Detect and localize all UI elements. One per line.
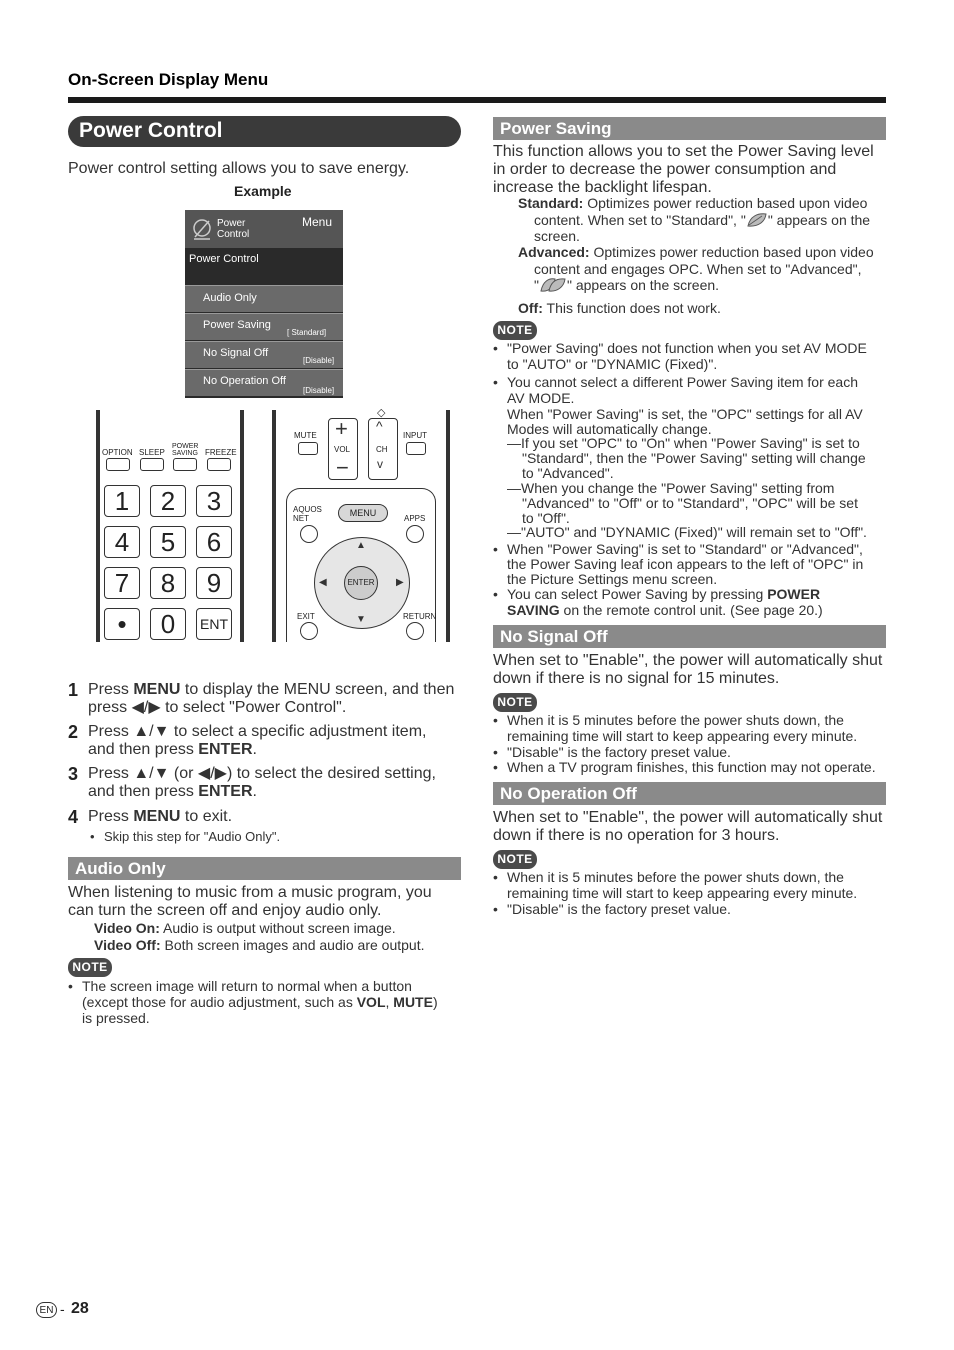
- osd-head-title-1: Power: [217, 218, 246, 229]
- option-button[interactable]: [106, 458, 130, 471]
- arrow-right-icon[interactable]: ▶: [396, 577, 404, 588]
- key-7[interactable]: 7: [104, 567, 140, 599]
- power-saving-title: Power Saving: [493, 117, 886, 140]
- ps-note-2-dash-2: —When you change the "Power Saving" setting from "Advanced" to "Off" or to "Standard", "OPC" will be set to "Off".: [507, 480, 858, 526]
- leaf-icon: [746, 212, 768, 228]
- footer-dash: -: [60, 1301, 65, 1317]
- no-signal-off-title: No Signal Off: [493, 625, 886, 648]
- ps-note-2-dash-1: —If you set "OPC" to "On" when "Power Saving" is set to "Standard", then the "Power Saving" setting will change to "Advanced".: [507, 435, 866, 481]
- osd-row-audio-only[interactable]: Audio Only: [185, 285, 343, 312]
- freeze-button[interactable]: [207, 458, 231, 471]
- osd-menu: [185, 210, 343, 398]
- key-8[interactable]: 8: [150, 567, 186, 599]
- osd-selected-item: Power Control: [189, 253, 259, 265]
- arrow-up-icon[interactable]: ▲: [356, 540, 366, 551]
- advanced-desc-2: content and engages OPC. When set to "Advanced", " " appears on the screen.: [534, 261, 862, 293]
- key-2[interactable]: 2: [150, 485, 186, 517]
- power-control-icon: [191, 217, 213, 241]
- no-operation-off-desc: When set to "Enable", the power will automatically shut down if there is no operation for 3 hours.: [493, 809, 883, 844]
- note-badge: NOTE: [493, 850, 537, 869]
- chevron-up-icon: ^: [376, 418, 383, 434]
- apps-button[interactable]: [406, 525, 424, 543]
- ps-note-1: • "Power Saving" does not function when you set AV MODE to "AUTO" or "DYNAMIC (Fixed)".: [493, 340, 867, 372]
- vol-rocker[interactable]: + VOL −: [328, 418, 358, 480]
- step-4-text: Press MENU to exit.: [88, 808, 233, 825]
- power-saving-desc: This function allows you to set the Power Saving level in order to decrease the power consumption and increase the backlight lifespan.: [493, 143, 874, 196]
- no-note-2: • "Disable" is the factory preset value.: [493, 901, 731, 917]
- note-badge: NOTE: [68, 958, 112, 977]
- chevron-down-icon: v: [377, 457, 383, 471]
- ch-marker-icon: ◇: [377, 407, 386, 419]
- remote-nav-panel: MUTE + VOL − ^ CH v ◇ INPUT AQUOS NET MENU APPS ▲ ▼ ◀ ▶ ENTER EXIT RETURN: [272, 410, 450, 642]
- plus-icon: +: [335, 416, 348, 441]
- arrow-left-icon[interactable]: ◀: [319, 577, 327, 588]
- key-ent[interactable]: ENT: [196, 608, 232, 640]
- double-leaf-icon: [539, 277, 567, 293]
- step-1-num: 1: [68, 680, 79, 700]
- video-off-line: Video Off: Both screen images and audio are output.: [94, 937, 425, 953]
- key-dot[interactable]: •: [104, 608, 140, 640]
- audio-only-title: Audio Only: [68, 857, 461, 880]
- top-rule: [68, 97, 886, 103]
- osd-head-menu: Menu: [302, 215, 333, 229]
- step-3-text: Press ▲/▼ (or ◀/▶) to select the desired setting, and then press ENTER.: [88, 765, 436, 800]
- aquos-net-button[interactable]: [300, 525, 318, 543]
- page-number: 28: [71, 1300, 89, 1317]
- page-title: Power Control: [68, 116, 461, 147]
- note-badge: NOTE: [493, 693, 537, 712]
- key-5[interactable]: 5: [150, 526, 186, 558]
- key-1[interactable]: 1: [104, 485, 140, 517]
- ps-note-2: • You cannot select a different Power Saving item for each AV MODE.: [493, 374, 858, 406]
- ns-note-2: • "Disable" is the factory preset value.: [493, 744, 731, 760]
- standard-desc-2: content. When set to "Standard", " " appears on the screen.: [534, 212, 871, 244]
- key-9[interactable]: 9: [196, 567, 232, 599]
- no-signal-off-desc: When set to "Enable", the power will automatically shut down if there is no signal for 15 minutes.: [493, 652, 883, 687]
- example-label: Example: [234, 183, 292, 199]
- step-1-text: Press MENU to display the MENU screen, and then press ◀/▶ to select "Power Control".: [88, 681, 455, 716]
- input-button[interactable]: [406, 442, 426, 455]
- mute-button[interactable]: [298, 442, 318, 455]
- no-operation-off-title: No Operation Off: [493, 782, 886, 805]
- return-button[interactable]: [406, 622, 424, 640]
- ns-note-1: • When it is 5 minutes before the power shuts down, the remaining time will start to keep appearing every minute.: [493, 712, 858, 744]
- step-2-num: 2: [68, 722, 79, 742]
- osd-row-no-operation-off[interactable]: No Operation Off [Disable]: [185, 369, 343, 396]
- sleep-button[interactable]: [140, 458, 164, 471]
- ch-rocker[interactable]: ^ CH v: [368, 418, 398, 480]
- standard-desc: Standard: Optimizes power reduction based upon video: [518, 195, 868, 211]
- minus-icon: −: [336, 455, 349, 480]
- step-2-text: Press ▲/▼ to select a specific adjustment item, and then press ENTER.: [88, 723, 427, 758]
- ps-note-2-dash-3: —"AUTO" and "DYNAMIC (Fixed)" will remain set to "Off".: [507, 524, 867, 540]
- no-note-1: • When it is 5 minutes before the power shuts down, the remaining time will start to keep appearing every minute.: [493, 869, 858, 901]
- audio-only-note: • The screen image will return to normal when a button (except those for audio adjustment, such as VOL, MUTE) is pressed.: [68, 978, 438, 1026]
- menu-button[interactable]: MENU: [338, 504, 388, 522]
- key-4[interactable]: 4: [104, 526, 140, 558]
- key-0[interactable]: 0: [150, 608, 186, 640]
- power-saving-button[interactable]: [173, 458, 197, 471]
- step-4-num: 4: [68, 807, 79, 827]
- ns-note-3: • When a TV program finishes, this function may not operate.: [493, 759, 876, 775]
- enter-button[interactable]: ENTER: [344, 566, 378, 600]
- intro-text: Power control setting allows you to save energy.: [68, 160, 410, 177]
- osd-header: [185, 210, 343, 248]
- key-3[interactable]: 3: [196, 485, 232, 517]
- video-on-line: Video On: Audio is output without screen image.: [94, 920, 396, 936]
- key-6[interactable]: 6: [196, 526, 232, 558]
- osd-head-title-2: Control: [217, 229, 250, 240]
- note-badge: NOTE: [493, 321, 537, 340]
- remote-keypad: OPTION SLEEP POWER SAVING FREEZE 1 2 3 4 5 6 7 8 9 • 0 ENT: [96, 410, 244, 642]
- advanced-desc: Advanced: Optimizes power reduction based upon video: [518, 244, 874, 260]
- ps-note-4: • You can select Power Saving by pressing POWER SAVING on the remote control unit. (See page 20.): [493, 586, 823, 618]
- step-4-note: • Skip this step for "Audio Only".: [90, 829, 281, 844]
- off-desc: Off: This function does not work.: [518, 300, 721, 316]
- osd-row-power-saving[interactable]: Power Saving [ Standard]: [185, 313, 343, 340]
- step-3-num: 3: [68, 764, 79, 784]
- ps-note-2-sub: When "Power Saving" is set, the "OPC" settings for all AV Modes will automatically change.: [507, 406, 863, 437]
- section-header: On-Screen Display Menu: [68, 70, 269, 89]
- arrow-down-icon[interactable]: ▼: [356, 614, 366, 625]
- ps-note-3: • When "Power Saving" is set to "Standard" or "Advanced", the Power Saving leaf icon appears to the left of "OPC" in the Picture Settings menu screen.: [493, 541, 864, 587]
- exit-button[interactable]: [300, 622, 318, 640]
- language-badge: EN: [36, 1302, 57, 1318]
- audio-only-desc: When listening to music from a music program, you can turn the screen off and enjoy audio only.: [68, 884, 432, 919]
- osd-row-no-signal-off[interactable]: No Signal Off [Disable]: [185, 341, 343, 368]
